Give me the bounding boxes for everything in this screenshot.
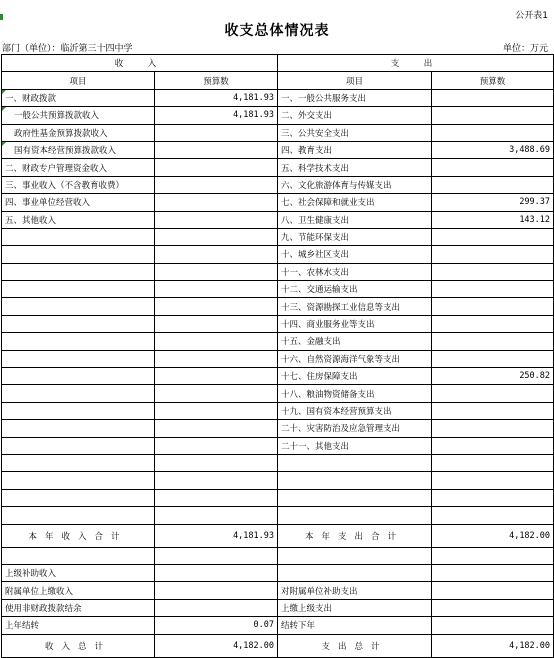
expense-item-cell: 五、科学技术支出 (278, 159, 432, 176)
table-row (2, 564, 554, 581)
expense-item-cell: 八、卫生健康支出 (278, 211, 432, 228)
expense-item-cell: 一、一般公共服务支出 (278, 89, 432, 106)
table-row (2, 298, 554, 315)
expense-value-cell (432, 281, 554, 298)
income-item-cell: 三、事业收入（不含教育收费） (2, 176, 155, 193)
budget-table (1, 54, 554, 658)
expense-value-cell (432, 489, 554, 506)
income-value-cell: 4,181.93 (155, 107, 278, 124)
expense-value-cell (432, 350, 554, 367)
expense-value-cell (432, 124, 554, 141)
income-value-cell (155, 176, 278, 193)
income-value-cell (155, 564, 278, 581)
income-total-label: 收入总计 (2, 634, 155, 657)
expense-item-cell (278, 547, 432, 564)
income-total-label: 本年收入合计 (2, 524, 155, 547)
expense-value-cell (432, 617, 554, 634)
income-value-cell (155, 333, 278, 350)
expense-value-cell (432, 507, 554, 524)
table-row (2, 159, 554, 176)
expense-value-cell (432, 582, 554, 599)
table-row (2, 617, 554, 634)
income-item-cell: 四、事业单位经营收入 (2, 194, 155, 211)
expense-value-cell (432, 547, 554, 564)
table-row (2, 194, 554, 211)
expense-item-cell: 二十、灾害防治及应急管理支出 (278, 420, 432, 437)
income-value-cell (155, 472, 278, 489)
income-item-cell: 一、财政拨款 (2, 89, 155, 106)
expense-item-cell (278, 489, 432, 506)
expense-item-cell: 四、教育支出 (278, 141, 432, 158)
income-value-cell (155, 437, 278, 454)
income-item-cell (2, 281, 155, 298)
income-item-header: 项目 (2, 72, 155, 89)
expense-item-cell: 十七、住房保障支出 (278, 368, 432, 385)
table-row (2, 437, 554, 454)
income-item-cell (2, 437, 155, 454)
expense-total-label: 本年支出合计 (278, 524, 432, 547)
income-item-cell (2, 350, 155, 367)
income-item-cell: 上级补助收入 (2, 564, 155, 581)
expense-value-cell (432, 89, 554, 106)
expense-total-label: 支出总计 (278, 634, 432, 657)
income-value-cell (155, 350, 278, 367)
table-row (2, 246, 554, 263)
column-header-row (2, 72, 554, 89)
expense-item-header: 项目 (278, 72, 432, 89)
income-section-header: 收 入 (2, 55, 278, 72)
income-item-cell (2, 228, 155, 245)
expense-value-cell (432, 159, 554, 176)
expense-value-cell (432, 599, 554, 616)
income-value-cell (155, 582, 278, 599)
expense-value-cell (432, 246, 554, 263)
income-item-cell: 国有资本经营预算拨款收入 (2, 141, 155, 158)
expense-value-cell (432, 420, 554, 437)
income-value-cell (155, 263, 278, 280)
expense-value-cell (432, 454, 554, 471)
income-value-cell (155, 281, 278, 298)
income-value-cell: 4,181.93 (155, 89, 278, 106)
expense-item-cell: 十三、资源勘探工业信息等支出 (278, 298, 432, 315)
table-row (2, 211, 554, 228)
expense-item-cell: 十五、金融支出 (278, 333, 432, 350)
expense-item-cell (278, 472, 432, 489)
income-value-cell (155, 547, 278, 564)
income-value-cell (155, 368, 278, 385)
expense-value-cell: 3,488.69 (432, 141, 554, 158)
income-value-cell (155, 141, 278, 158)
income-item-cell (2, 402, 155, 419)
income-budget-header: 预算数 (155, 72, 278, 89)
income-item-cell: 二、财政专户管理资金收入 (2, 159, 155, 176)
expense-value-cell: 299.37 (432, 194, 554, 211)
income-item-cell: 政府性基金预算拨款收入 (2, 124, 155, 141)
expense-value-cell (432, 437, 554, 454)
income-value-cell (155, 315, 278, 332)
table-row (2, 281, 554, 298)
expense-value-cell (432, 176, 554, 193)
expense-item-cell: 对附属单位补助支出 (278, 582, 432, 599)
expense-item-cell (278, 507, 432, 524)
expense-value-cell (432, 333, 554, 350)
income-value-cell (155, 507, 278, 524)
expense-item-cell: 二、外交支出 (278, 107, 432, 124)
income-item-cell (2, 263, 155, 280)
expense-value-cell (432, 263, 554, 280)
department-label: 部门（单位）：临沂第三十四中学 (2, 44, 133, 54)
table-row (2, 507, 554, 524)
income-value-cell (155, 194, 278, 211)
income-item-cell: 一般公共预算拨款收入 (2, 107, 155, 124)
income-item-cell: 使用非财政拨款结余 (2, 599, 155, 616)
expense-item-cell: 十、城乡社区支出 (278, 246, 432, 263)
income-item-cell (2, 385, 155, 402)
income-value-cell (155, 385, 278, 402)
income-item-cell: 附属单位上缴收入 (2, 582, 155, 599)
table-number: 公开表1 (515, 11, 548, 21)
expense-item-cell: 三、公共安全支出 (278, 124, 432, 141)
expense-value-cell (432, 298, 554, 315)
expense-value-cell: 250.82 (432, 368, 554, 385)
income-value-cell (155, 246, 278, 263)
table-row (2, 315, 554, 332)
income-value-cell (155, 228, 278, 245)
table-row (2, 124, 554, 141)
income-item-cell (2, 454, 155, 471)
income-value-cell (155, 124, 278, 141)
expense-item-cell: 十九、国有资本经营预算支出 (278, 402, 432, 419)
expense-value-cell (432, 107, 554, 124)
page-title: 收支总体情况表 (224, 23, 330, 39)
income-value-cell (155, 402, 278, 419)
income-value-cell (155, 420, 278, 437)
expense-item-cell: 二十一、其他支出 (278, 437, 432, 454)
expense-value-cell: 143.12 (432, 211, 554, 228)
income-value-cell (155, 454, 278, 471)
income-item-cell (2, 420, 155, 437)
expense-item-cell (278, 454, 432, 471)
income-item-cell: 五、其他收入 (2, 211, 155, 228)
income-item-cell (2, 507, 155, 524)
expense-item-cell: 七、社会保障和就业支出 (278, 194, 432, 211)
table-row (2, 385, 554, 402)
table-row (2, 333, 554, 350)
table-row (2, 263, 554, 280)
table-row (2, 368, 554, 385)
table-row (2, 141, 554, 158)
expense-item-cell: 十二、交通运输支出 (278, 281, 432, 298)
table-body (2, 55, 554, 658)
table-row (2, 547, 554, 564)
expense-value-cell (432, 228, 554, 245)
expense-item-cell: 结转下年 (278, 617, 432, 634)
expense-value-cell (432, 315, 554, 332)
unit-label: 单位：万元 (502, 44, 548, 54)
income-item-cell (2, 315, 155, 332)
table-row (2, 472, 554, 489)
expense-item-cell: 六、文化旅游体育与传媒支出 (278, 176, 432, 193)
table-row (2, 489, 554, 506)
expense-value-cell (432, 385, 554, 402)
expense-budget-header: 预算数 (432, 72, 554, 89)
expense-item-cell (278, 564, 432, 581)
income-value-cell (155, 211, 278, 228)
income-value-cell: 0.07 (155, 617, 278, 634)
table-row (2, 582, 554, 599)
table-row (2, 350, 554, 367)
expense-item-cell: 九、节能环保支出 (278, 228, 432, 245)
income-value-cell (155, 599, 278, 616)
income-value-cell (155, 298, 278, 315)
table-row (2, 454, 554, 471)
expense-item-cell: 上缴上级支出 (278, 599, 432, 616)
income-item-cell (2, 547, 155, 564)
income-item-cell: 上年结转 (2, 617, 155, 634)
income-value-cell (155, 489, 278, 506)
expense-item-cell: 十一、农林水支出 (278, 263, 432, 280)
income-total-value: 4,181.93 (155, 524, 278, 547)
expense-value-cell (432, 472, 554, 489)
expense-total-value: 4,182.00 (432, 524, 554, 547)
table-row (2, 420, 554, 437)
income-item-cell (2, 246, 155, 263)
table-row (2, 402, 554, 419)
income-total-value: 4,182.00 (155, 634, 278, 657)
expense-item-cell: 十六、自然资源海洋气象等支出 (278, 350, 432, 367)
table-row (2, 599, 554, 616)
grand-total-row (2, 634, 554, 657)
year-total-row (2, 524, 554, 547)
table-row (2, 107, 554, 124)
income-item-cell (2, 472, 155, 489)
expense-item-cell: 十四、商业服务业等支出 (278, 315, 432, 332)
table-row (2, 89, 554, 106)
income-item-cell (2, 298, 155, 315)
table-row (2, 176, 554, 193)
table-row (2, 228, 554, 245)
income-item-cell (2, 333, 155, 350)
income-value-cell (155, 159, 278, 176)
expense-item-cell: 十八、粮油物资储备支出 (278, 385, 432, 402)
expense-section-header: 支 出 (278, 55, 554, 72)
expense-total-value: 4,182.00 (432, 634, 554, 657)
income-item-cell (2, 489, 155, 506)
expense-value-cell (432, 402, 554, 419)
expense-value-cell (432, 564, 554, 581)
section-header-row (2, 55, 554, 72)
income-item-cell (2, 368, 155, 385)
